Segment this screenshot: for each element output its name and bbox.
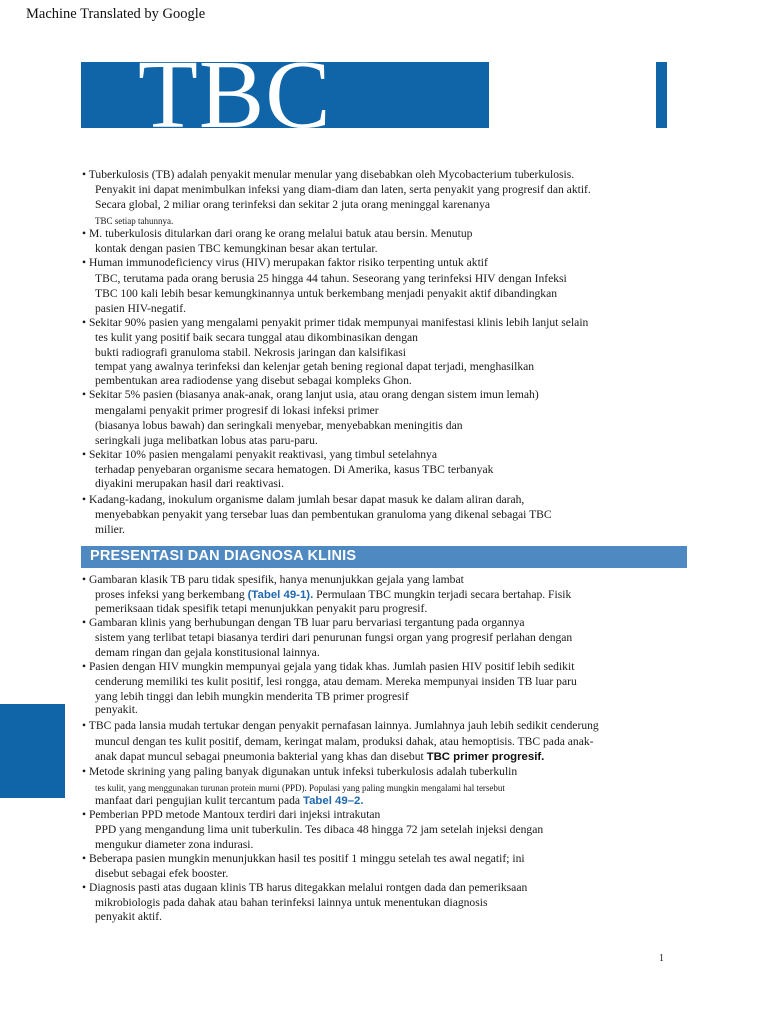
text-line: • Sekitar 5% pasien (biasanya anak-anak, orang lanjut usia, atau orang dengan sistem imun lemah) <box>82 388 539 401</box>
text-line: terhadap penyebaran organisme secara hematogen. Di Amerika, kasus TBC terbanyak <box>95 463 494 476</box>
text-line: Penyakit ini dapat menimbulkan infeksi yang diam-diam dan laten, serta penyakit yang progresif dan aktif. <box>95 183 591 196</box>
text-line: bukti radiografi granuloma stabil. Nekrosis jaringan dan kalsifikasi <box>95 346 407 359</box>
text-line: pembentukan area radiodense yang disebut sebagai kompleks Ghon. <box>95 374 412 387</box>
text-line: tes kulit yang positif baik secara tunggal atau dikombinasikan dengan <box>95 331 418 344</box>
text-line: tes kulit, yang menggunakan turunan protein murni (PPD). Populasi yang paling mungkin mengalami hal tersebut <box>95 783 505 793</box>
text-line: mengukur diameter zona indurasi. <box>95 838 254 851</box>
machine-translation-header: Machine Translated by Google <box>26 6 206 22</box>
text-line: PPD yang mengandung lima unit tuberkulin. Tes dibaca 48 hingga 72 jam setelah injeksi dengan <box>95 823 544 836</box>
text-line: TBC 100 kali lebih besar kemungkinannya untuk berkembang menjadi penyakit aktif dibandingkan <box>95 287 558 300</box>
text-line: • Sekitar 10% pasien mengalami penyakit reaktivasi, yang timbul setelahnya <box>82 448 437 461</box>
text-line: • TBC pada lansia mudah tertukar dengan penyakit pernafasan lainnya. Jumlahnya jauh lebih sedikit cenderung <box>82 719 599 732</box>
text-line: mikrobiologis pada dahak atau bahan terinfeksi lainnya untuk menentukan diagnosis <box>95 896 488 909</box>
text-line: pemeriksaan tidak spesifik tetapi menunjukkan penyakit paru progresif. <box>95 602 428 615</box>
text-line: muncul dengan tes kulit positif, demam, keringat malam, produksi dahak, atau hemoptisis. TBC pada anak- <box>95 735 594 748</box>
page-number: 1 <box>659 953 664 964</box>
text-line: diyakini merupakan hasil dari reaktivasi. <box>95 477 284 490</box>
text-line: • Pemberian PPD metode Mantoux terdiri dari injeksi intrakutan <box>82 808 381 821</box>
chapter-title-prefix: TBC <box>138 41 332 149</box>
text-line: manfaat dari pengujian kulit tercantum pada Tabel 49–2. <box>95 794 364 807</box>
text-line: proses infeksi yang berkembang (Tabel 49-1). Permulaan TBC mungkin terjadi secara bertahap. Fisik <box>95 588 572 601</box>
text-line: • Pasien dengan HIV mungkin mempunyai gejala yang tidak khas. Jumlah pasien HIV positif lebih sedikit <box>82 660 575 673</box>
text-line: cenderung memiliki tes kulit positif, lesi rongga, atau demam. Mereka mempunyai insiden TB luar paru <box>95 675 577 688</box>
chapter-number: 49 <box>357 41 458 149</box>
text-line: pasien HIV-negatif. <box>95 302 187 315</box>
section-title: PRESENTASI DAN DIAGNOSA KLINIS <box>90 548 357 564</box>
table-49-2-reference-link[interactable]: Tabel 49–2 <box>302 795 361 807</box>
title-accent-bar <box>656 62 667 128</box>
text-line: penyakit aktif. <box>95 910 162 923</box>
text-line: • Kadang-kadang, inokulum organisme dalam jumlah besar dapat masuk ke dalam aliran darah, <box>82 493 525 506</box>
text-line: Secara global, 2 miliar orang terinfeksi dan sekitar 2 juta orang meninggal karenanya <box>95 198 491 211</box>
text-line: • Tuberkulosis (TB) adalah penyakit menular menular yang disebabkan oleh Mycobacterium tuberkulosis. <box>82 168 575 181</box>
emphasis-term: TBC primer progresif. <box>426 751 545 763</box>
chapter-title <box>138 41 458 149</box>
text-line: demam ringan dan gejala konstitusional lainnya. <box>95 646 320 659</box>
text-line: menyebabkan penyakit yang tersebar luas dan pembentukan granuloma yang dikenal sebagai TBC <box>95 508 552 521</box>
text-line: milier. <box>95 523 125 536</box>
text-line: kontak dengan pasien TBC kemungkinan besar akan tertular. <box>95 242 378 255</box>
text-line: • Human immunodeficiency virus (HIV) merupakan faktor risiko terpenting untuk aktif <box>82 256 488 269</box>
text-line: (biasanya lobus bawah) dan seringkali menyebar, menyebabkan meningitis dan <box>95 419 463 432</box>
text-line: TBC setiap tahunnya. <box>95 216 174 226</box>
text-line: • Gambaran klasik TB paru tidak spesifik, hanya menunjukkan gejala yang lambat <box>82 573 464 586</box>
text-line: • M. tuberkulosis ditularkan dari orang ke orang melalui batuk atau bersin. Menutup <box>82 227 473 240</box>
text-line: sistem yang terlibat tetapi biasanya terdiri dari penurunan fungsi organ yang progresif perlahan dengan <box>95 631 573 644</box>
text-line: • Metode skrining yang paling banyak digunakan untuk infeksi tuberkulosis adalah tuberkulin <box>82 765 518 778</box>
text-line: penyakit. <box>95 703 138 716</box>
text-line: • Diagnosis pasti atas dugaan klinis TB harus ditegakkan melalui rontgen dada dan pemeriksaan <box>82 881 528 894</box>
text-line: seringkali juga melibatkan lobus atas paru-paru. <box>95 434 318 447</box>
text-line: mengalami penyakit primer progresif di lokasi infeksi primer <box>95 404 379 417</box>
text-line: TBC, terutama pada orang berusia 25 hingga 44 tahun. Seseorang yang terinfeksi HIV dengan Infeksi <box>95 272 567 285</box>
text-line: tempat yang awalnya terinfeksi dan kelenjar getah bening regional dapat terjadi, menghasilkan <box>95 360 535 373</box>
text-line: yang lebih tinggi dan lebih mungkin menderita TB primer progresif <box>95 690 409 703</box>
table-49-1-reference-link[interactable]: (Tabel 49-1). <box>247 589 314 601</box>
text-line: anak dapat muncul sebagai pneumonia bakterial yang khas dan disebut TBC primer progresif. <box>95 750 545 763</box>
text-line: • Gambaran klinis yang berhubungan dengan TB luar paru bervariasi tergantung pada organnya <box>82 616 525 629</box>
side-marker-block <box>0 704 65 798</box>
text-line: • Beberapa pasien mungkin menunjukkan hasil tes positif 1 minggu setelah tes awal negatif; ini <box>82 852 525 865</box>
text-line: • Sekitar 90% pasien yang mengalami penyakit primer tidak mempunyai manifestasi klinis lebih lanjut selain <box>82 316 589 329</box>
text-line: disebut sebagai efek booster. <box>95 867 229 880</box>
